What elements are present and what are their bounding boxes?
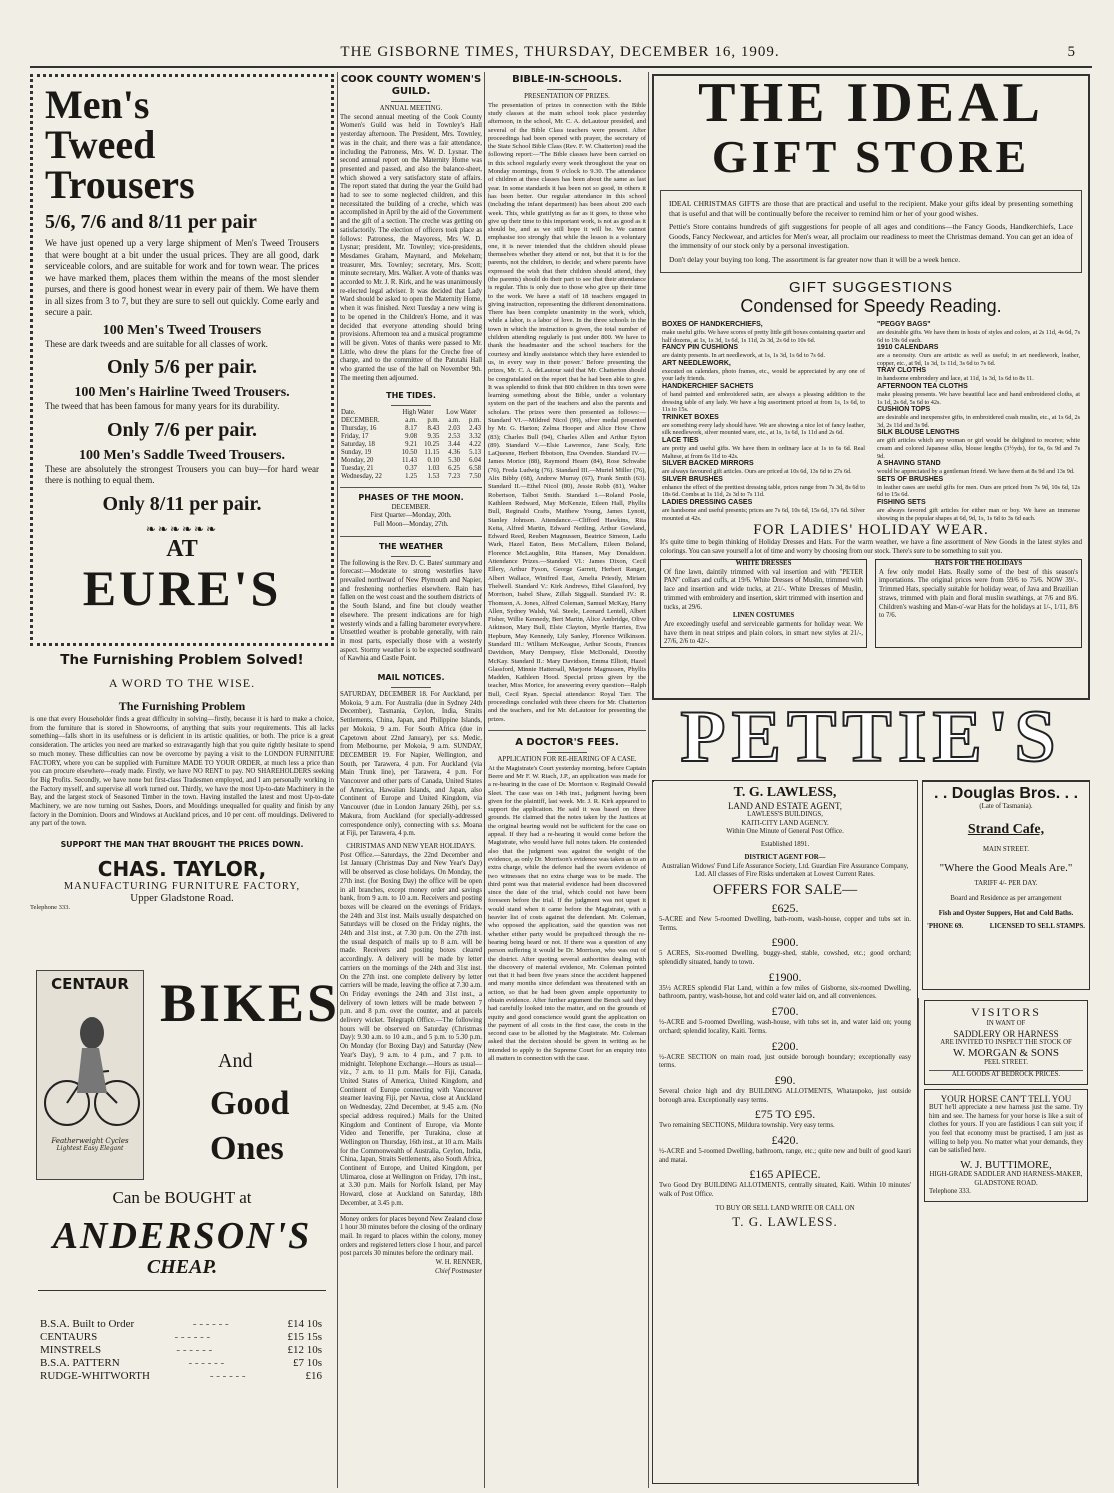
- tide-row: Wednesday, 22 1.25 1.53 7.23 7.50: [341, 472, 481, 480]
- column-rule: [918, 998, 919, 1486]
- bike-model: B.S.A. PATTERN: [40, 1357, 120, 1369]
- land-price: £900.: [771, 935, 799, 950]
- divider: [391, 101, 431, 102]
- featherweight-label: Featherweight Cycles: [51, 1137, 129, 1145]
- ad-headline-trousers: Trousers: [45, 162, 195, 207]
- land-price: £165 APIECE.: [749, 1167, 821, 1182]
- tide-row: Sunday, 19 10.50 11.15 4.36 5.13: [341, 448, 481, 456]
- cafe-street: MAIN STREET.: [983, 845, 1029, 853]
- bike-price-list: [40, 1318, 322, 1383]
- item-price: Only 7/6 per pair.: [106, 418, 258, 441]
- buttimore-body: BUT he'll appreciate a new harness just the same. Try him and see. The harness for your horse is like a suit of clothes for yours. If you are fastidious I can suit you; if you feel that economy must be practised, I am just as willing to help you. No matter what your demands, they can be satisfied here.: [929, 1103, 1083, 1155]
- furnish-subtitle: A WORD TO THE WISE.: [108, 676, 256, 690]
- divider: [340, 487, 482, 488]
- postmaster-name: W. H. RENNER,: [435, 1259, 482, 1267]
- land-description: Several choice high and dry BUILDING ALLOTMENTS, Whataupoko, just outside borough area. Exceptionally easy terms.: [659, 1087, 911, 1104]
- land-price: £75 TO £95.: [754, 1107, 816, 1122]
- linen-costumes-body: Are exceedingly useful and serviceable garments for holiday wear. We have them in neat stripes and plain colors, in smart new styles at 21/-, 27/6, 2/6 to 42/-.: [664, 620, 863, 646]
- masthead: [40, 44, 1080, 61]
- land-price: £200.: [771, 1038, 799, 1053]
- buttimore-headline: YOUR HORSE CAN'T TELL YOU: [940, 1093, 1072, 1104]
- mail-body: SATURDAY, DECEMBER 18. For Auckland, per Mokoia, 9 a.m. For Australia (due in Sydney 24th December), Tasmania, Ceylon, India, Straits Settlements, China, Japan, and Philippine Islands, per Mokoia, 9 a.m. For South Africa (due in Capetown about 22nd January), per s.s. Medic, from Melbourne, per Mokoia, 9 a.m. SUNDAY, DECEMBER 19. For Napier, Wellington, and South, per Tarawera, 4 p.m. For Auckland (via Main Trunk line), per Tarawera, 4 p.m. For Vancouver and other parts of Canada, United States of America, Hawaiian Islands, and Japan, also Continent of Europe and United Kingdom, via Vancouver (due in London January 26th), per s.s. Makura, from Auckland (for specially-addressed correspondence only), connecting with s.s. Moana at Fiji, per Tarawera, 4 p.m.: [340, 691, 482, 838]
- cook-guild-body: The second annual meeting of the Cook County Women's Guild was held in Townley's Hall yesterday afternoon. The President, Mrs. Townley, was in the chair, and there was a fair attendance, including the Patroness, Mrs. W. D. Lysnar. The second annual report on the Maternity Home was presented and passed, and also the balance-sheet, which showed a very satisfactory state of affairs. The report stated that during the year the Guild had had to see to some neglected children, and this necessitated the building of a creche, which was accomplished in April by the aid of the Government and the gift of a section. The creche was getting on satisfactorily. The election of officers took place as follows: Patroness, the Mayoress, Mrs W. D. Lysnar; president, Mr. Townley; vice-presidents, Mesdames Graham, Maynard, and Mekeham; treasurer, Mrs. Townley; secretary, Mrs. Scott; minute secretary, Mrs. Walker. A vote of thanks was accorded to Mr. J. R. Kirk, and he was unanimously re-elected legal adviser. It was decided that Lady Ward should be asked to open the Maternity Home, when it was finished. Next Tuesday a new wing is to be opened in the Children's Home, and it was decided that everyone attending should bring provisions. Afternoon tea and a musical programme will be given. Votes of thanks were passed to Mr. Little, who drew the plans for the Creche free of charge, and to the committee of the Patutahi Hall who granted the use of the hall on November 9th. The meeting then adjourned.: [340, 113, 482, 382]
- furnish-body: is one that every Householder finds a great difficulty in solving—firstly, because it is hard to make a choice, from the furniture that is stored in Showrooms, of anything that suits your requirements. This all lacks something—falls short in its usefulness or is deficient in its artistic qualities, or both. The price is a great consideration. The articles you need are marked so extravagantly high that you quite rightly hesitate to spend so much money. These difficulties can now be overcome by paying a visit to the LONDON FURNITURE FACTORY, where you can be supplied with Furniture MADE TO YOUR ORDER, at much less a price than you can procure elsewhere—ready made. Firstly, we have NO RENT to pay. NO SHAREHOLDERS seeking for Big Profits. Secondly, we have none but first-class Tradesmen employed, and I am personally working in the Factory myself, and supervise all work turned out. Thirdly, we have the most Up-to-date Machinery in the Bay, and the largest stock of Seasoned Timber in the town. Having installed the latest and most Up-to-date Machinery, we are now turning out Sashes, Doors, and Mouldings unequalled for quality and finish by any factory in the Dominion. Doors and Windows at Auckland prices, and 10 per cent. off mouldings. Delivered to any part of the town.: [30, 716, 334, 828]
- ladies-wear: [660, 522, 1082, 698]
- gift-heading: "PEGGY BAGS": [877, 321, 931, 328]
- gift-description: are gift articles which any woman or girl would be delighted to receive; white cream and colored Japanese silks, blouse lengths (3½yds), for 6s, 6s 9d and 7s 9d.: [877, 437, 1080, 460]
- ad-at: AT: [166, 535, 198, 562]
- centaur-illustration: [36, 970, 144, 1180]
- agent-companies: Australian Widows' Fund Life Assurance Society, Ltd. Guardian Fire Assurance Company, Ltd. All classes of Fire Risks undertaken at Lowest Current Rates.: [661, 862, 909, 879]
- column-rule: [484, 72, 485, 1488]
- bike-price-row: B.S.A. Built to Order - - - - - - £14 10s: [40, 1318, 322, 1330]
- bike-price: £16: [305, 1370, 322, 1382]
- bike-price-row: B.S.A. PATTERN - - - - - - £7 10s: [40, 1357, 322, 1369]
- tide-row: Monday, 20 11.43 0.10 5.30 6.04: [341, 456, 481, 464]
- tides-table: Date. High Water Low Water DECEMBER. a.m. p.m. a.m. p.m. Thursday, 16 8.17 8.43 2.03 2.43 Friday, 17 9.08 9.35 2.53 3.32 Saturday, 18 9.21 10.25 3.44 4.22 Sunday, 19 10.50 11.15 4.36 5.13 Monday, 20 11.43 0.10 5.30 6.04 Tuesday, 21 0.37 1.03 6.25 6.58 Wednesday, 22 1.25 1.53 7.23 7.50: [341, 408, 481, 480]
- dresses-box: [660, 559, 867, 648]
- bikes-title: BIKES: [160, 973, 341, 1033]
- bike-price: £15 15s: [287, 1331, 322, 1343]
- bike-price: £14 10s: [287, 1318, 322, 1330]
- furnish-telephone: Telephone 333.: [30, 904, 70, 912]
- bible-title: BIBLE-IN-SCHOOLS.: [512, 74, 622, 85]
- white-dresses-body: Of fine lawn, daintily trimmed with val insertion and with "PETER PAN" collars and cuffs, at 19/6. White Dresses of Muslin, trimmed with lace and insertion and wide tucks, at 21/-. White Dresses of Muslin, trimmed with embroidery and insertion, skirt trimmed with insertion and tucks, at 29/6.: [664, 568, 863, 611]
- item-description: These are absolutely the strongest Trousers you can buy—for hard wear there is nothing to equal them.: [45, 463, 319, 485]
- douglas-ad: [922, 780, 1090, 990]
- tide-row: Saturday, 18 9.21 10.25 3.44 4.22: [341, 440, 481, 448]
- petties-logo: [652, 696, 1090, 778]
- gift-description: are always favored gift articles for either man or boy. We have an immense showing in the popular shapes at 6d, 9d, 1s, 1s 6d to 3s 6d each.: [877, 506, 1080, 522]
- gift-description: in handsome embroidery and lace, at 11d, 1s 3d, 1s 6d to 8s 11.: [877, 375, 1034, 383]
- gift-list: [654, 317, 1088, 526]
- invited: ARE INVITED TO INSPECT THE STOCK OF: [940, 1038, 1072, 1046]
- ladies-wear-body: It's quite time to begin thinking of Holiday Dresses and Hats. For the warm weather, we have a fine assortment of New Goods in the latest styles and colorings. You can save yourself a lot of time and worry by choosing from our stock. There's sure to be something to suit you.: [660, 539, 1082, 555]
- land-description: Two Good Dry BUILDING ALLOTMENTS, centrally situated, Kaiti. Within 10 minutes' walk of Post Office.: [659, 1182, 911, 1199]
- furnish-heading: The Furnishing Problem: [118, 699, 246, 713]
- furnish-address: Upper Gladstone Road.: [130, 892, 234, 905]
- gift-heading: SILK BLOUSE LENGTHS: [877, 429, 960, 437]
- divider: [391, 687, 431, 688]
- land-price: £625.: [771, 900, 799, 915]
- gift-heading: A SHAVING STAND: [877, 460, 941, 468]
- gift-heading: CUSHION TOPS: [877, 406, 931, 414]
- bikes-good: Good: [210, 1085, 290, 1122]
- money-order-note: Money orders for places beyond New Zealand close 1 hour 30 minutes before the closing of the ordinary mail. In regard to places within the colony, money orders and registered letters close 1 hour, and parcel post parcels 30 minutes before the ordinary mail.: [340, 1213, 482, 1260]
- district-agent: DISTRICT AGENT FOR—: [744, 853, 826, 861]
- column-3: [488, 74, 646, 1063]
- anderson-shop: ANDERSON'S: [52, 1215, 312, 1257]
- gift-heading: LADIES DRESSING CASES: [662, 498, 753, 506]
- divider: [391, 556, 431, 557]
- bike-model: MINSTRELS: [40, 1344, 102, 1356]
- lawless-location: Within One Minute of General Post Office.: [726, 828, 844, 836]
- linen-costumes-title: LINEN COSTUMES: [732, 612, 795, 620]
- gift-heading: SILVER BRUSHES: [662, 475, 723, 483]
- divider: [340, 536, 482, 537]
- item-price: Only 8/11 per pair.: [102, 492, 262, 515]
- column-2: [340, 74, 482, 1276]
- gift-heading: TRINKET BOXES: [662, 413, 719, 421]
- divider: [547, 89, 587, 90]
- right-bottom-column: [924, 1000, 1088, 1486]
- land-price: £700.: [771, 1004, 799, 1019]
- lawless-footer: TO BUY OR SELL LAND WRITE OR CALL ON: [715, 1204, 855, 1212]
- gift-description: would be appreciated by a gentleman friend. We have them at 8s 9d and 13s 9d.: [877, 468, 1075, 476]
- cook-guild-subtitle: ANNUAL MEETING.: [379, 105, 443, 112]
- bike-price: £7 10s: [292, 1357, 322, 1369]
- gift-heading: BOXES OF HANDKERCHIEFS,: [662, 321, 763, 328]
- cafe-phone: 'PHONE 69.: [927, 922, 964, 930]
- gift-description: are handsome and useful presents; prices are 7s 6d, 10s 6d, 15s 6d, 17s 6d. Silver mounted at 42s.: [662, 506, 865, 522]
- moon-title: PHASES OF THE MOON.: [358, 492, 464, 502]
- buttimore-telephone: Telephone 333.: [929, 1188, 971, 1196]
- strand-cafe: Strand Cafe,: [967, 821, 1045, 837]
- gift-description: are pretty and useful gifts. We have them in ordinary lace at 1s to 6s 6d. Real Maltese, at from 6s 11d to 42s.: [662, 444, 865, 460]
- tide-row: Thursday, 16 8.17 8.43 2.03 2.43: [341, 424, 481, 432]
- gift-heading: SETS OF BRUSHES: [877, 475, 944, 483]
- cafe-fish: Fish and Oyster Suppers, Hot and Cold Baths.: [938, 909, 1074, 917]
- column-rule: [337, 72, 338, 1488]
- weather-body: The following is the Rev. D. C. Bates' summary and forecast:—Moderate to strong westerlies have prevailed northward of New Plymouth and Napier, and freshening northerlies elsewhere. Rain has fallen on the west coast and the southern districts of the South Island, and fine but cloudy weather elsewhere. The present indications are for high westerly winds and a falling barometer everywhere. Unsettled weather is probable generally, with rain in most parts, especially those with a westerly aspect. Stormy weather is to be expected southward of Kawhia and Castle Point.: [340, 559, 482, 663]
- lawless-established: Established 1891.: [760, 841, 810, 849]
- weather-title: THE WEATHER: [378, 541, 444, 551]
- moon-line: Full Moon—Monday, 27th.: [373, 520, 449, 528]
- ideal-intro2: Pettie's Store contains hundreds of gift suggestions for people of all ages and conditions—the Fancy Goods, Handkerchiefs, Lace Goods, Fancy Neckwear, and articles for Men's wear, all proclaim our readiness to meet the Christmas demand. You can get an idea of the immensity of our stock only by a personal investigation.: [669, 222, 1073, 250]
- morgan-street: PEEL STREET.: [984, 1059, 1028, 1067]
- land-description: 5-ACRE and New 5-roomed Dwelling, bath-room, wash-house, copper and tubs set in. Terms.: [659, 915, 911, 932]
- price-range: 5/6, 7/6 and 8/11 per pair: [45, 211, 257, 233]
- cafe-slogan: "Where the Good Meals Are.": [939, 862, 1073, 875]
- ideal-intro3: Don't delay your buying too long. The assortment is far greater now than it will be a week hence.: [669, 254, 961, 264]
- ad-headline-mens: Men's: [45, 82, 150, 127]
- cafe-license: LICENSED TO SELL STAMPS.: [989, 922, 1085, 930]
- gift-description: are always favoured gift articles. Ours are priced at 10s 6d, 13s 6d to 27s 6d.: [662, 468, 852, 476]
- fees-subtitle: APPLICATION FOR RE-HEARING OF A CASE.: [497, 755, 637, 763]
- lawless-name: T. G. LAWLESS,: [733, 785, 837, 800]
- tweed-trousers-ad: [30, 74, 334, 646]
- divider: [488, 730, 646, 731]
- shop-name: EURE'S: [82, 559, 282, 616]
- furnish-factory: MANUFACTURING FURNITURE FACTORY,: [63, 881, 301, 893]
- bikes-ones: Ones: [210, 1130, 284, 1167]
- buttimore-road: GLADSTONE ROAD.: [974, 1179, 1038, 1187]
- bikes-bought-at: Can be BOUGHT at: [112, 1188, 252, 1207]
- bible-subtitle: PRESENTATION OF PRIZES.: [524, 93, 610, 100]
- divider: [547, 752, 587, 753]
- land-description: ½-ACRE and 5-roomed Dwelling, bathroom, range, etc.; quite new and built of good kauri and matai.: [659, 1148, 911, 1164]
- item-heading: 100 Men's Hairline Tweed Trousers.: [74, 385, 290, 400]
- furnishing-ad: [30, 652, 334, 968]
- holidays-body: Post Office.—Saturdays, the 22nd December and 1st January (Christmas Day and New Year's Day) will be observed as close holidays. On Monday, the 27th inst. (for Boxing Day) the office will be open in all branches, except money order and savings bank, from 9 a.m. to 10 a.m. Receivers and posting boxes will be cleared on the evenings of Fridays, the 24th and 31st inst. Mails usually despatched on Saturdays will be closed on the Friday nights, the 24th and 31st inst., at 7.30 p.m. On the 27th inst. the usual despatch of mails up to 8 a.m. will be made. Receivers and posting boxes cleared accordingly. A delivery will be made by letter carriers on the mornings of the 24th and 31st inst. On the 27th inst. one complete delivery by letter carriers will be made, leaving the office at 7.30 a.m. On Friday evenings the 24th and 31st inst., a delivery of town letters will be made between 7 p.m. and 8 p.m. over the counter, and at parcels delivery wicket. Telegraph Office.—The following hours will be observed on Saturday (Christmas Day): 9.30 a.m. to 10 a.m., and 5 p.m. to 5.30 p.m. On Monday (for Boxing Day) and Saturday (New Year's Day), 9 a.m. to 4 p.m., and 7 p.m. to midnight. Telephone Exchange.—Hours as usual—viz., 7 a.m. to 11 p.m. Mails for Fiji, Canada, United States of America, United Kingdom, and Continent of Europe connecting with Vancouver steamer leaving Fiji, per Navua, close at Auckland on Wednesday, 22nd December, at 9.45 a.m. (No special address required.) Mails for the United Kingdom and Continent of Europe, via Monte Video and Teneriffe, per Turakina, close at Wellington on Thursday, 16th inst., at 10 a.m. Mails for the Commonwealth of Australia, Ceylon, India, China, Japan, Straits Settlements, also South Africa, Continent of Europe, and United Kingdom, per Ulimaroa, close at Wellington on Friday, 17th inst., at 3.30 p.m. Mails for Norfolk Island, per May Howard, close at Auckland on Saturday, 18th December, at 3.45 p.m.: [340, 851, 482, 1207]
- bedrock-prices: ALL GOODS AT BEDROCK PRICES.: [929, 1070, 1083, 1080]
- land-price: £1900.: [768, 969, 802, 984]
- item-heading: 100 Men's Tweed Trousers: [102, 322, 262, 338]
- gift-description: are desirable gifts. We have them in hosts of styles and colors, at 2s 11d, 4s 6d, 7s 6d to 19s 6d each.: [877, 329, 1080, 344]
- land-price: £90.: [774, 1072, 796, 1087]
- condensed-subtitle: Condensed for Speedy Reading.: [740, 296, 1002, 316]
- land-description: ½-ACRE and 5-roomed Dwelling, wash-house, with tubs set in, and water laid on; young orchard; splendid locality, Kaiti. Terms.: [659, 1019, 911, 1035]
- bike-model: B.S.A. Built to Order: [40, 1318, 135, 1330]
- cook-guild-title: COOK COUNTY WOMEN'S GUILD.: [340, 74, 482, 97]
- gift-heading: HANDKERCHIEF SACHETS: [662, 382, 754, 390]
- gift-suggestions-title: GIFT SUGGESTIONS: [788, 279, 954, 296]
- ornament: ❧❧❧❧❧❧: [145, 521, 219, 536]
- gift-heading: ART NEEDLEWORK,: [662, 359, 731, 367]
- tide-row: Tuesday, 21 0.37 1.03 6.25 6.58: [341, 464, 481, 472]
- lightest-label: Lightest Easy Elegant: [56, 1145, 124, 1152]
- gift-description: are dainty presents. In art needlework, at 1s, 1s 3d, 1s 6d to 7s 6d.: [662, 352, 826, 360]
- cafe-tariff: TARIFF 4/- PER DAY.: [974, 880, 1038, 888]
- masthead-rule: [30, 66, 1092, 68]
- gift-heading: FANCY PIN CUSHIONS: [662, 344, 739, 352]
- gift-description: enhance the effect of the prettiest dressing table, prices range from 7s 3d, 8s 6d to 18s 6d. Combs at 1s 11d, 2s 3d to 7s 11d.: [662, 483, 865, 499]
- fees-body: At the Magistrate's Court yesterday morning, before Captain Beere and Mr F. W. Riach, J.P., an application was made for a re-hearing in the case of Dr. Morrison v. Reginald Oswald Sleet. The case was on 14th inst., judgment having been given for the plaintiff, last week. Mr. J. R. Kirk appeared to support the application. He said it was based on three grounds. He claimed that the notes taken by the Justices at the original hearing would not be sufficient for the case on appeal. If they had a re-hearing it would come before the Magistrate, who would have full notes taken. He contended also that the judgment was against the weight of the evidence, as only Dr. Morrison's evidence was taken as to an extra charge, while the defence had the sworn evidence of two witnesses that no extra charge was to be made. The third point was that material evidence had been discovered since the date of the trial, which could not have been foreseen before the trial. If the judgment was not upset it would stand when it came before the Magistrate, with a heavier list of costs against the defendant. Mr. Coleman, who opposed the application, said the question was not whether either party would be prejudiced through the re-hearing being heard or not. If there was a question of any person suffering it would be Dr. Morrison, who was out of the district. After quoting several authorities dealing with the discovery of material evidence, Mr. Coleman pointed out that it had been five years since the accident happened and many months since defendant was threatened with an action, so that he had been given ample opportunity to obtain evidence. After further argument the Bench said they had carefully looked into the matter, and on the grounds of equity and good conscience would grant the application on the payment of all costs in the first case, the costs in the second case to be allotted by the Magistrate. Mr. Coleman asked that the decision should be given in writing as he intended to apply to the Supreme Court for an enquiry into all matters in connection with the case.: [488, 764, 646, 1063]
- ideal-title: THE IDEAL: [698, 72, 1044, 134]
- morgan-ad: [924, 1000, 1088, 1085]
- item-description: These are dark tweeds and are suitable for all classes of work.: [45, 338, 268, 349]
- gift-heading: 1910 CALENDARS: [877, 344, 939, 352]
- saddlery-harness: SADDLERY OR HARNESS: [953, 1028, 1059, 1039]
- gift-heading: LACE TIES: [662, 436, 699, 444]
- gift-description: executed on calendars, photo frames, etc., would be appreciated by any one of your lady friends.: [662, 367, 865, 383]
- gift-description: are desirable and inexpensive gifts, in embroidered crash muslin, etc., at 1s 6d, 2s 3d, 2s 11d and 3s 9d.: [877, 414, 1080, 429]
- furnish-slogan: SUPPORT THE MAN THAT BROUGHT THE PRICES DOWN.: [60, 840, 304, 850]
- moon-line: First Quarter—Monday, 20th.: [370, 512, 452, 520]
- hats-box: [875, 559, 1082, 648]
- page-number: 5: [1067, 44, 1076, 60]
- lawless-ad: [652, 780, 918, 1486]
- bike-price-row: RUDGE-WHITWORTH - - - - - - £16: [40, 1370, 322, 1382]
- gift-heading: SILVER BACKED MIRRORS: [662, 460, 754, 468]
- bible-body: The presentation of prizes in connection with the Bible study classes at the main school took place yesterday afternoon, in the school, Mr. C. A. deLautour presided, and several of the Bible Class teachers were present. After proceedings had been opened with prayer, the secretary of the State School Bible Class (Rev. F. W. Chatterton) read the following report:—'The Bible classes have been carried on in this school regularly every week throughout the year on Monday mornings, from 9 o'clock to 9.30. The attendance of children at these classes has been about the same as last year. In some standards it has been not so good, in others it has been better. Our regular attendance in this school (including the infant department) has been about 200 each week. This, while gratifying as far as it goes, to those who give up their time to this important work, is not as good as it should be, and as we still hope it will be. We cannot emphasise too strongly that while the lesson is a voluntary one, it is never intended that the children should please themselves whether they attend or not, but that it is for the parents, not the children, to decide; and where parents have expressed the wish that their children should attend, they (the parents) should do their part to see that their attendance is regular. This is only due to those who give up their time to the work. We have a staff of 18 teachers engaged in giving instruction, representing the different denominations. There has been complete unanimity in the work, which, while a labor, is a labor of love. In the three schools in the town in which the instruction is given, the total number of children attending regularly is just under 800. We have to thank the headmaster and the school teachers for the courtesy and kindly assistance which they have extended to us, in every way in their power.' Before presenting the prizes, Mr. C. A. deLautour said that Mr. Chatterton should be congratulated on the report that he had been able to give. It was splendid to think that 800 children in this town were learning something about the Bible, under a voluntary system on the part of the teachers and also the parents and scholars. The prizes were then presented as follows:— Standard VI.—Mildred Nicol (99), silver medal presented by Mr. G. Harton; Zelma Hooper and Alice How Chow (83); Charles Bull (94), Charles Allen and Arthur Eyton (89). Standard V.—Elsie Lawrence, Jane Scaly, Eric LaQuesne, Herbert Ibbotson, Ena Ovenden. Standard IV.—James Morice (88), Raymond Hearn (84), Rose Schwabe (76), Freda Ludwig (76). Standard III.—Muriel Miller (76), Alix Bibby (68), Andrew Murray (67), Frank Smith (63). Standard II.—Ethel Nicol (80), Jessie Robb (81), Walter Robertson, Talbot Smith. Standard I.—Roland Poole, Kathleen Redward, May McKenzie, Eileen Hall, Phyllis Bull, Reginald Crafts, Matthew Young, James Lynott, Stanley Johnson. Attendance.—Clifford Hawkins, Rita Keita, Alfred Martin, Edward Nettling, Arthur Gowland, Edward Reed, Reuben Magnussen, Beatrice Simeon, Ladu Wark, Hazel Eaton, Bess McCallum, Eileen Boland, Florence McLaughlin, Rita Hansen, May Donaldson. Attendance Prizes.—Standard VI.: James Dixon, Cecil Ellery, Arthur Fyson, George Garrett, Herbert Ranger, Albert Wallace, Winifred East, Amelia Priestly, Miriam Thelwell. Standard V.: Kirk Andrews, Ethel Glassford, Ivy Morrison, Isabel Shaw, Zillah Siggsall. Standard IV.: R. Thomson, A. Jones, Alfred Coleman, Samuel McKay, Harry Allen, Sydney Walsh, Val. Steele, Leonard Lentell, Albert Fisher, Willie Kennedy, Bert Martin, Alice Ambridge, Olive Atkinson, Mary Bull, Elsie Clayton, Myrtle Harries, Eva Hepburn, May Kennedy, Lily Sanley, Florence Wilkinson. Standard III.: William McKeague, Arthur Scouts, Frances Davidson, Mary Dempsey, Elsie McDonald, Dorothy McKay. Standard II.: Mary Davidson, Emma Elliott, Hazel Glassford, Minnie Hattersall, Marjorie Magnussen, Phyllis Madden, Kathleen Hood. Special prizes given by the teacher, Miss Morice, for answering every question—Ralph Bull, Cecil Ryan. Special attendance: Royal Tarr. The proceedings concluded with three cheers for Mr. Chatterton and the teachers, and for Mr. deLautour for presenting the prizes.: [488, 101, 646, 723]
- gift-heading: AFTERNOON TEA CLOTHS: [877, 382, 968, 390]
- gift-heading: FISHING SETS: [877, 498, 926, 506]
- land-description: 35½ ACRES splendid Flat Land, within a few miles of Gisborne, six-roomed Dwelling, bathroom, pantry, wash-house, hot and cold water laid on, and all conveniences.: [659, 984, 911, 1001]
- gift-store-title: GIFT STORE: [711, 131, 1031, 182]
- hats-body: A few only model Hats. Really some of the best of this season's importations. The original prices were from 59/6 to 75/6. NOW 39/-. Trimmed Hats, specially suitable for holiday wear, of Java and Brazilian straws, trimmed with plain and floral muslin swathings, at 7/6 and 8/6. Children's washing and Man-o'-war Hats for the holidays at 1/-, 1/11, 8/6 to 7/6.: [879, 568, 1078, 620]
- land-listings: [659, 901, 911, 1200]
- bikes-ad: [30, 970, 341, 1482]
- ad-headline-tweed: Tweed: [45, 122, 156, 167]
- bike-model: RUDGE-WHITWORTH: [40, 1370, 150, 1382]
- bicycle-icon: [37, 993, 143, 1133]
- gift-description: make pleasing presents. We have beautiful lace and hand embroidered cloths, at 1s 1d, 2s 6d, 5s 6d to 42s.: [877, 390, 1080, 406]
- divider: [391, 405, 431, 406]
- postmaster-title: Chief Postmaster: [434, 1267, 482, 1275]
- land-description: 5 ACRES, Six-roomed Dwelling, buggy-shed, stable, cowshed, etc.; good orchard; splendidly situated, handy to town.: [659, 950, 911, 967]
- anderson-cheap: CHEAP.: [146, 1256, 218, 1278]
- douglas-origin: (Late of Tasmania).: [979, 803, 1033, 810]
- newspaper-title: THE GISBORNE TIMES, THURSDAY, DECEMBER 16, 1909.: [340, 44, 780, 60]
- bike-price: £12 10s: [287, 1344, 322, 1356]
- ad-body: We have just opened up a very large shipment of Men's Tweed Trousers that were bought at a bit under the usual prices. They are all good, dark serviceable colors, and are suitable for work and for town wear. The prices we have marked them, places them within the means of the most slender purses, and there is good honest wear in every pair of them. We have them in all sizes from 3 to 7, but they are sure to sell out quickly. Come early and secure a pair.: [45, 238, 319, 317]
- lawless-footer-name: T. G. LAWLESS.: [732, 1213, 838, 1229]
- land-price: £420.: [771, 1133, 799, 1148]
- buttimore-name: W. J. BUTTIMORE,: [960, 1159, 1052, 1172]
- in-want-of: IN WANT OF: [986, 1020, 1026, 1027]
- furnish-title: The Furnishing Problem Solved!: [60, 652, 304, 668]
- mail-title: MAIL NOTICES.: [377, 673, 445, 683]
- fees-title: A DOCTOR'S FEES.: [515, 736, 619, 748]
- lawless-agency: KAITI-CITY LAND AGENCY.: [741, 819, 829, 827]
- land-description: Two remaining SECTIONS, Mildura township. Very easy terms.: [659, 1122, 835, 1130]
- bike-price-row: CENTAURS - - - - - - £15 15s: [40, 1331, 322, 1343]
- lawless-role: LAND AND ESTATE AGENT,: [727, 801, 843, 811]
- ideal-intro: IDEAL CHRISTMAS GIFTS are those that are practical and useful to the recipient. Make your gifts ideal by presenting something that is useful and that will be continually before the receiver to remind him or her of your good wishes.: [669, 199, 1073, 218]
- land-description: ½-ACRE SECTION on main road, just outside borough boundary; exceptionally easy terms.: [659, 1053, 911, 1070]
- gift-description: are something every lady should have. We are showing a nice lot of fancy leather, silk needlework, silver mounted ware, etc., at 1s, 1s 6d, 1s 11d and 2s 6d.: [662, 421, 865, 437]
- buttimore-trade: HIGH-GRADE SADDLER AND HARNESS-MAKER,: [929, 1171, 1083, 1179]
- douglas-name: . . Douglas Bros. . .: [933, 785, 1079, 802]
- white-dresses-title: WHITE DRESSES: [735, 560, 792, 567]
- hats-title: HATS FOR THE HOLIDAYS: [934, 560, 1023, 567]
- centaur-brand: CENTAUR: [51, 975, 129, 993]
- visitors: VISITORS: [971, 1005, 1041, 1019]
- buttimore-ad: [924, 1089, 1088, 1202]
- cafe-board: Board and Residence as per arrangement: [950, 895, 1062, 903]
- morgan-name: W. MORGAN & SONS: [953, 1047, 1059, 1060]
- bikes-and: And: [218, 1050, 253, 1072]
- bike-model: CENTAURS: [40, 1331, 98, 1343]
- holidays-heading: CHRISTMAS AND NEW YEAR HOLIDAYS.: [346, 843, 476, 850]
- spacer3: [652, 780, 654, 782]
- gift-description: are a necessity. Ours are artistic as well as useful; in art needlework, leather, copper, etc., at 9d, 1s 3d, 1s 11d, 3s 6d to 7s 6d.: [877, 352, 1080, 367]
- petties-name: PETTIE'S: [680, 696, 1062, 778]
- gift-description: of hand painted and embroidered satin, are always a pleasing addition to the dressing table of any lady. We have a big assortment priced at from 1s, 1s 6d, to 11s to 15s.: [662, 390, 865, 414]
- tides-title: THE TIDES.: [386, 390, 436, 400]
- furnish-proprietor: CHAS. TAYLOR,: [97, 857, 267, 882]
- gift-description: make useful gifts. We have scores of pretty little gift boxes containing quarter and half dozens, at 1s, 1s 3d, 1s 6d, 1s 11d, 2s 3d, 2s 6d to 10s 6d.: [662, 329, 865, 344]
- tide-row: Friday, 17 9.08 9.35 2.53 3.32: [341, 432, 481, 440]
- gift-description: in leather cases are useful gifts for men. Ours are priced from 7s 9d, 10s 6d, 12s 6d to 15s 6d.: [877, 483, 1080, 499]
- moon-month: DECEMBER.: [391, 503, 431, 511]
- ladies-wear-title: FOR LADIES' HOLIDAY WEAR.: [753, 522, 989, 538]
- gift-heading: TRAY CLOTHS: [877, 367, 927, 375]
- item-price: Only 5/6 per pair.: [106, 356, 258, 378]
- ideal-intro-box: [660, 190, 1082, 273]
- item-description: The tweed that has been famous for many years for its durability.: [45, 401, 280, 411]
- bike-price-row: MINSTRELS - - - - - - £12 10s: [40, 1344, 322, 1356]
- item-heading: 100 Men's Saddle Tweed Trousers.: [78, 447, 285, 463]
- column-rule: [648, 72, 649, 1488]
- offers-for-sale: OFFERS FOR SALE—: [712, 881, 858, 898]
- divider: [38, 1290, 326, 1291]
- lawless-building: LAWLESS'S BUILDINGS,: [747, 811, 823, 818]
